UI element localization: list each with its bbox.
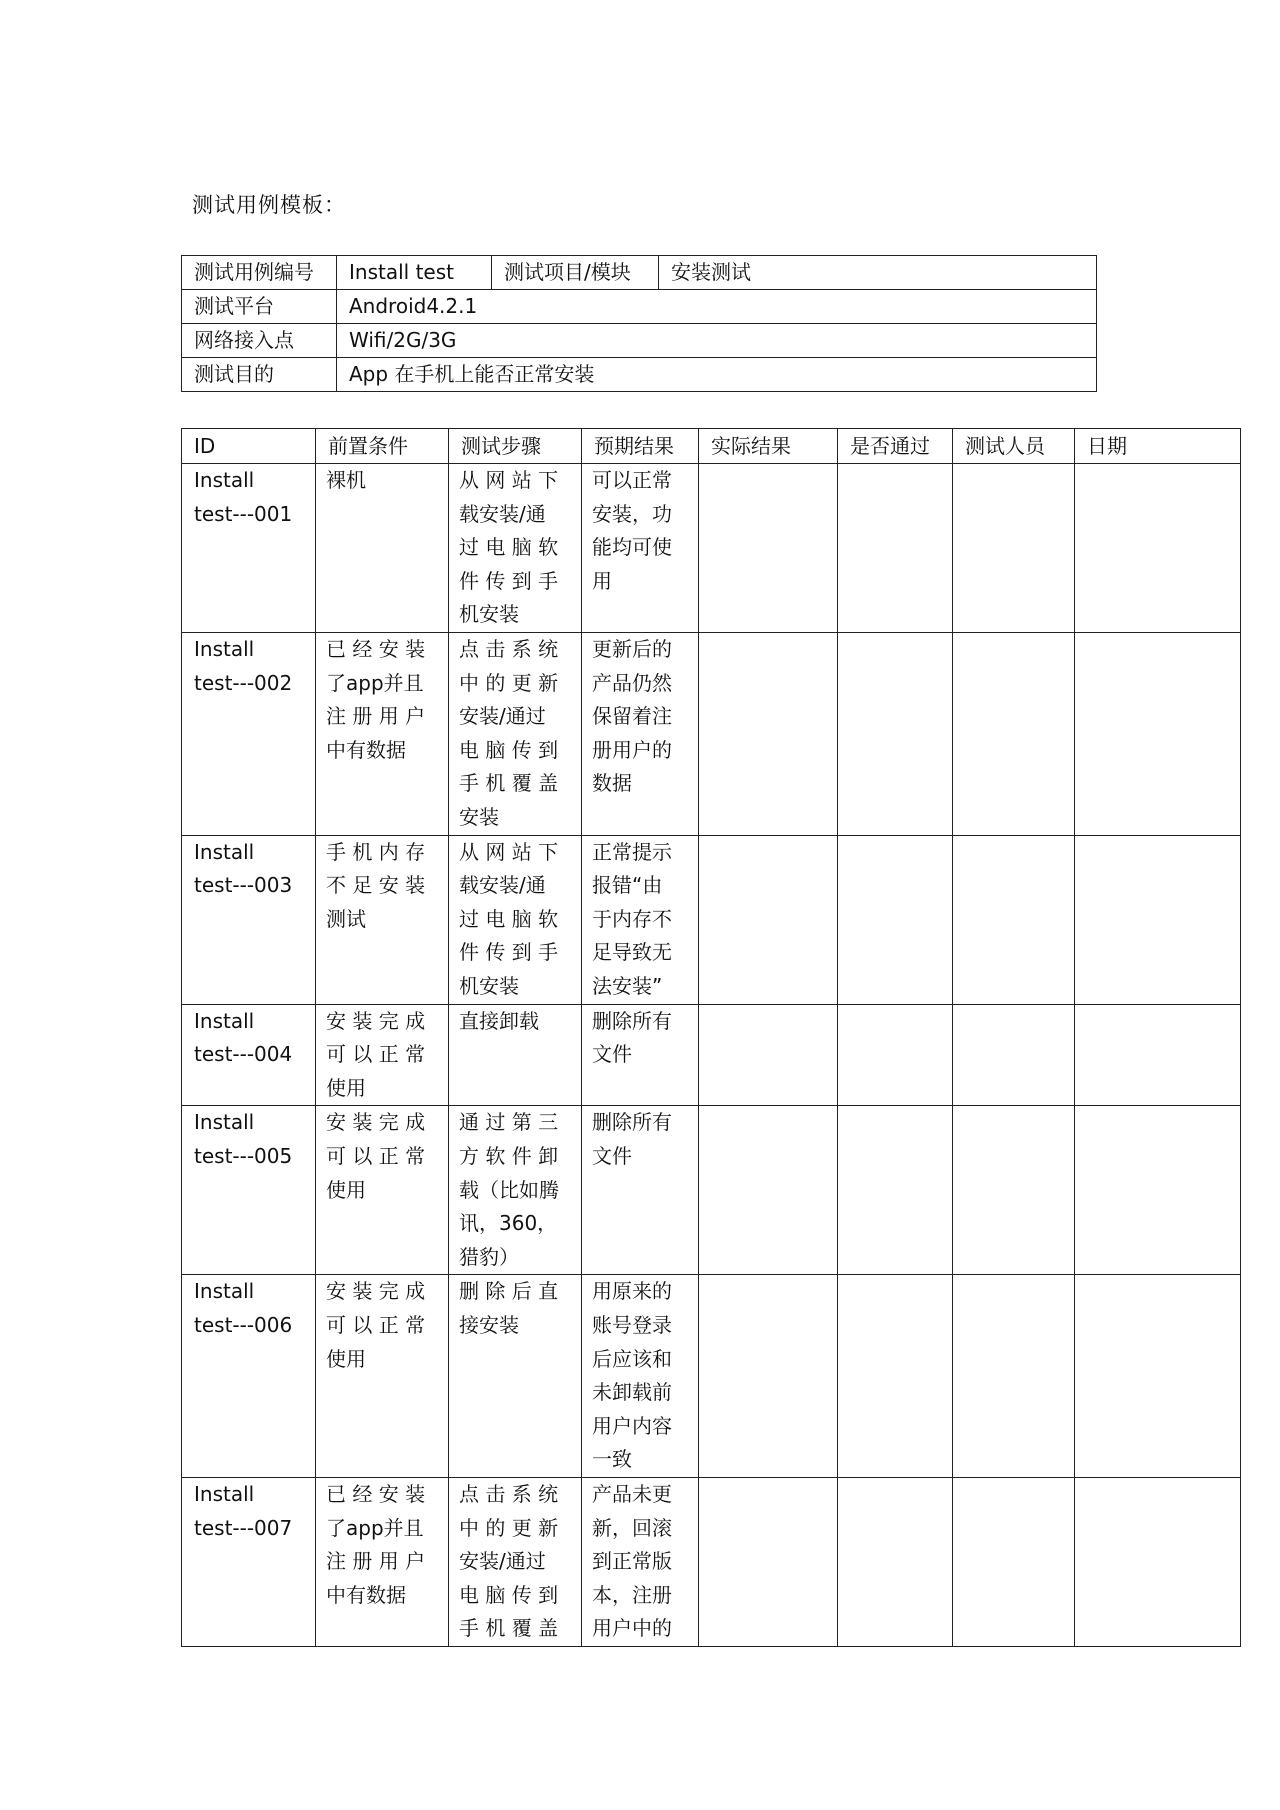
module-value: 安装测试 bbox=[659, 256, 1097, 290]
cell-passed bbox=[838, 1477, 953, 1646]
cell-passed bbox=[838, 1106, 953, 1275]
cell-steps: 点 击 系 统 中 的 更 新 安装/通过 电 脑 传 到 手 机 覆 盖 安装 bbox=[449, 633, 582, 836]
cell-tester bbox=[953, 835, 1075, 1004]
network-row bbox=[182, 324, 1097, 358]
cell-steps: 从 网 站 下 载安装/通 过 电 脑 软 件 传 到 手 机安装 bbox=[449, 835, 582, 1004]
cell-precondition: 已 经 安 装 了app并且 注 册 用 户 中有数据 bbox=[316, 633, 449, 836]
cell-tester bbox=[953, 1275, 1075, 1478]
table-row bbox=[182, 1106, 1241, 1275]
cell-expected: 正常提示 报错“由 于内存不 足导致无 法安装” bbox=[582, 835, 699, 1004]
platform-label: 测试平台 bbox=[182, 290, 337, 324]
cell-steps: 删 除 后 直 接安装 bbox=[449, 1275, 582, 1478]
cell-expected: 删除所有 文件 bbox=[582, 1004, 699, 1106]
cell-expected: 删除所有 文件 bbox=[582, 1106, 699, 1275]
header-tester: 测试人员 bbox=[953, 429, 1075, 464]
header-steps: 测试步骤 bbox=[449, 429, 582, 464]
cell-passed bbox=[838, 633, 953, 836]
header-actual: 实际结果 bbox=[699, 429, 838, 464]
network-label: 网络接入点 bbox=[182, 324, 337, 358]
test-cases-table bbox=[181, 428, 1241, 1647]
header-date: 日期 bbox=[1075, 429, 1241, 464]
cell-precondition: 安 装 完 成 可 以 正 常 使用 bbox=[316, 1106, 449, 1275]
cell-id: Install test---005 bbox=[182, 1106, 316, 1275]
cell-steps: 从 网 站 下 载安装/通 过 电 脑 软 件 传 到 手 机安装 bbox=[449, 464, 582, 633]
header-precondition: 前置条件 bbox=[316, 429, 449, 464]
cell-actual bbox=[699, 1106, 838, 1275]
cell-passed bbox=[838, 1004, 953, 1106]
cell-id: Install test---001 bbox=[182, 464, 316, 633]
cell-precondition: 安 装 完 成 可 以 正 常 使用 bbox=[316, 1004, 449, 1106]
module-label: 测试项目/模块 bbox=[492, 256, 659, 290]
cell-tester bbox=[953, 1004, 1075, 1106]
platform-row bbox=[182, 290, 1097, 324]
table-row bbox=[182, 464, 1241, 633]
table-row bbox=[182, 1275, 1241, 1478]
table-row bbox=[182, 633, 1241, 836]
case-number-label: 测试用例编号 bbox=[182, 256, 337, 290]
cell-actual bbox=[699, 1004, 838, 1106]
case-info-table bbox=[181, 255, 1097, 392]
purpose-value: App 在手机上能否正常安装 bbox=[337, 358, 1097, 392]
cell-date bbox=[1075, 1477, 1241, 1646]
cell-steps: 通 过 第 三 方 软 件 卸 载（比如腾 讯，360， 猎豹） bbox=[449, 1106, 582, 1275]
cell-date bbox=[1075, 1004, 1241, 1106]
cell-date bbox=[1075, 464, 1241, 633]
cell-precondition: 已 经 安 装 了app并且 注 册 用 户 中有数据 bbox=[316, 1477, 449, 1646]
cell-id: Install test---007 bbox=[182, 1477, 316, 1646]
cell-expected: 产品未更 新，回滚 到正常版 本，注册 用户中的 bbox=[582, 1477, 699, 1646]
cell-passed bbox=[838, 464, 953, 633]
cell-precondition: 安 装 完 成 可 以 正 常 使用 bbox=[316, 1275, 449, 1478]
cell-date bbox=[1075, 1106, 1241, 1275]
cell-id: Install test---006 bbox=[182, 1275, 316, 1478]
cell-expected: 更新后的 产品仍然 保留着注 册用户的 数据 bbox=[582, 633, 699, 836]
cell-steps: 点 击 系 统 中 的 更 新 安装/通过 电 脑 传 到 手 机 覆 盖 bbox=[449, 1477, 582, 1646]
cell-expected: 用原来的 账号登录 后应该和 未卸载前 用户内容 一致 bbox=[582, 1275, 699, 1478]
purpose-label: 测试目的 bbox=[182, 358, 337, 392]
cell-id: Install test---002 bbox=[182, 633, 316, 836]
header-expected: 预期结果 bbox=[582, 429, 699, 464]
cell-actual bbox=[699, 464, 838, 633]
cell-date bbox=[1075, 633, 1241, 836]
cell-steps: 直接卸载 bbox=[449, 1004, 582, 1106]
table-row bbox=[182, 1477, 1241, 1646]
header-passed: 是否通过 bbox=[838, 429, 953, 464]
cell-actual bbox=[699, 1477, 838, 1646]
header-id: ID bbox=[182, 429, 316, 464]
cell-tester bbox=[953, 464, 1075, 633]
platform-value: Android4.2.1 bbox=[337, 290, 1097, 324]
cell-tester bbox=[953, 1477, 1075, 1646]
cell-passed bbox=[838, 835, 953, 1004]
case-number-value: Install test bbox=[337, 256, 492, 290]
table-row bbox=[182, 1004, 1241, 1106]
template-heading: 测试用例模板： bbox=[192, 193, 346, 217]
cell-passed bbox=[838, 1275, 953, 1478]
cell-expected: 可以正常 安装，功 能均可使 用 bbox=[582, 464, 699, 633]
network-value: Wifi/2G/3G bbox=[337, 324, 1097, 358]
cell-actual bbox=[699, 633, 838, 836]
cell-tester bbox=[953, 1106, 1075, 1275]
cell-id: Install test---003 bbox=[182, 835, 316, 1004]
cell-tester bbox=[953, 633, 1075, 836]
cell-actual bbox=[699, 835, 838, 1004]
table-row bbox=[182, 835, 1241, 1004]
cell-precondition: 手 机 内 存 不 足 安 装 测试 bbox=[316, 835, 449, 1004]
purpose-row bbox=[182, 358, 1097, 392]
table-header-row bbox=[182, 429, 1241, 464]
cell-precondition: 裸机 bbox=[316, 464, 449, 633]
cell-id: Install test---004 bbox=[182, 1004, 316, 1106]
cell-date bbox=[1075, 1275, 1241, 1478]
cell-actual bbox=[699, 1275, 838, 1478]
case-number-row bbox=[182, 256, 1097, 290]
cell-date bbox=[1075, 835, 1241, 1004]
